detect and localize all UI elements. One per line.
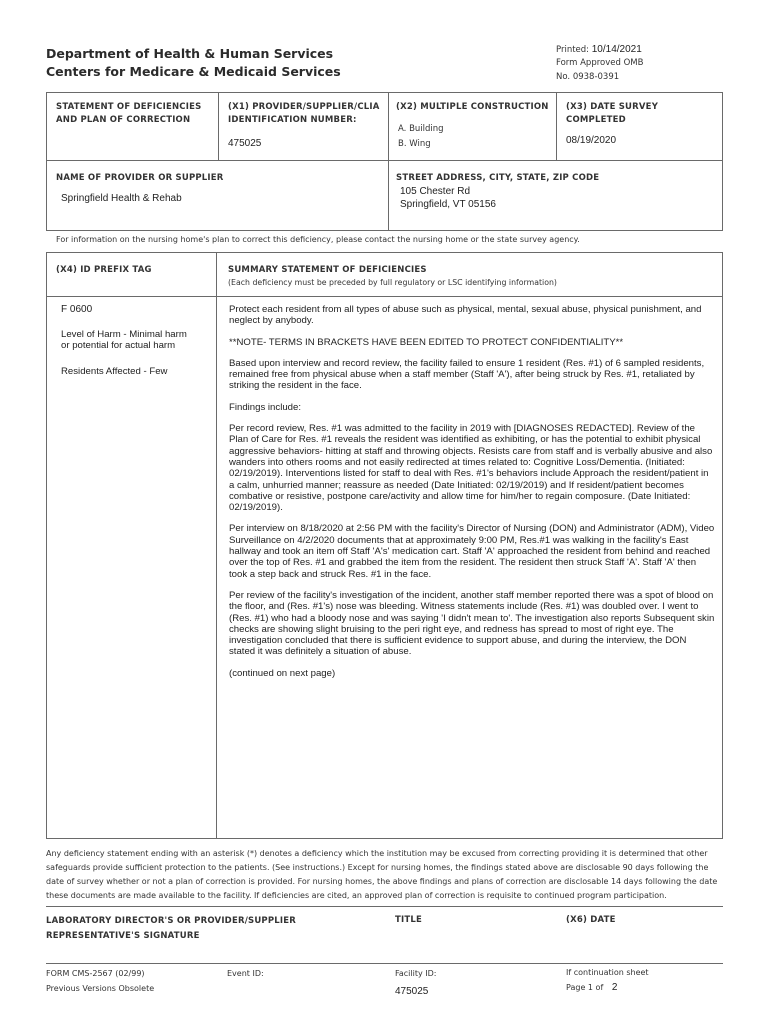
box-left-border	[46, 92, 47, 230]
previous-versions: Previous Versions Obsolete	[46, 984, 155, 993]
x1-value: 475025	[228, 138, 262, 149]
paragraph: Findings include:	[229, 401, 301, 413]
x3-value: 08/19/2020	[566, 135, 617, 146]
box-right-border	[722, 92, 723, 230]
department-title: Department of Health & Human Services	[46, 46, 334, 61]
paragraph: **NOTE- TERMS IN BRACKETS HAVE BEEN EDITED TO PROTECT CONFIDENTIALITY**	[229, 336, 624, 348]
harm-level: Level of Harm - Minimal harm or potential for actual harm	[61, 329, 187, 352]
summary-sublabel: (Each deficiency must be preceded by full regulatory or LSC identifying information)	[228, 278, 557, 287]
deficiency-text	[229, 304, 715, 689]
paragraph: Per interview on 8/18/2020 at 2:56 PM with the facility's Director of Nursing (DON) and Administrator (ADM), Video Surveillance on 4/2/2020 documents that at approximately 9:00 PM, Res.#1 was walking in the facility's East hallway and took an item off Staff 'A's' medication cart. Staff 'A' approached the resident from behind and reached over the top of Res. #1 and grabbed the item from the resident. The resident then struck Staff 'A'. Staff 'A' then took a step back and struck Res. #1 in the face.	[229, 523, 715, 580]
omb-number: No. 0938-0391	[556, 72, 620, 82]
table-header-bottom	[46, 296, 723, 297]
x1-label: (X1) PROVIDER/SUPPLIER/CLIA IDENTIFICATION NUMBER:	[228, 102, 380, 125]
page-total: 2	[611, 982, 618, 993]
x2-wing: B. Wing	[398, 139, 431, 149]
printed-date: 10/14/2021	[591, 44, 642, 55]
x4-label: (X4) ID PREFIX TAG	[56, 265, 152, 275]
x2-building: A. Building	[398, 124, 444, 134]
x3-label: (X3) DATE SURVEY COMPLETED	[566, 102, 659, 125]
paragraph: Protect each resident from all types of abuse such as physical, mental, sexual abuse, physical punishment, and neglect by anybody.	[229, 304, 702, 327]
continued-note: (continued on next page)	[229, 667, 336, 679]
statement-of-deficiencies-label: STATEMENT OF DEFICIENCIES AND PLAN OF CORRECTION	[56, 102, 202, 125]
paragraph: Per review of the facility's investigation of the incident, another staff member reported there was a spot of blood on the floor, and (Res. #1's) nose was bleeding. Witness statements include (Res. #1) was doubled over. I went to (Res. #1) who had a bloody nose and was saying 'I didn't mean to'. The investigation also reports Subsequent skin checks are showing slight bruising to the peri right eye, and redness has spread to most of right eye. The investigation concluded that there is sufficient evidence to support abuse, and during the interview, the DON stated it was definitely a situation of abuse.	[229, 589, 715, 658]
x2-label: (X2) MULTIPLE CONSTRUCTION	[396, 102, 549, 112]
table-bottom-border	[46, 838, 723, 839]
printed-label: Printed:	[556, 45, 590, 55]
provider-bottom-border	[46, 230, 723, 231]
tag-value: F 0600	[61, 304, 93, 315]
paragraph: Per record review, Res. #1 was admitted to the facility in 2019 with [DIAGNOSES REDACTED]. Review of the Plan of Care for Res. #1 reveals the resident was identified as exhibiting, or has the potential to exhibit physical aggressive behaviors- hitting at staff and throwing objects. Resists care from staff and is verbally abusive and also wanders into others rooms and not easily redirected at times related to: Cognitive Loss/Dementia. (Initiated: 02/19/2019). Interventions listed for staff to deal with Res. #1's behaviors include Approach the resident/patient in a calm, unhurried manner; reassure as needed (Date Initiated: 02/19/2019) and If resident/patient becomes combative or resistive, postpone care/activity and allow time for him/her to regain composure. (Date Initiated: 02/19/2019).	[229, 423, 713, 514]
director-signature-label: LABORATORY DIRECTOR'S OR PROVIDER/SUPPLIER REPRESENTATIVE'S SIGNATURE	[46, 916, 297, 941]
box1-divider-1	[218, 92, 219, 160]
centers-title: Centers for Medicare & Medicaid Services	[46, 64, 341, 79]
signature-top-border	[46, 906, 723, 907]
page-label: Page 1 of	[566, 983, 604, 992]
provider-name-value: Springfield Health & Rehab	[61, 193, 182, 204]
page-indicator	[566, 982, 617, 993]
summary-label: SUMMARY STATEMENT OF DEFICIENCIES	[228, 265, 427, 275]
continuation-sheet: If continuation sheet	[566, 968, 649, 977]
table-left-border	[46, 252, 47, 839]
info-bottom-border	[46, 252, 723, 253]
form-number: FORM CMS-2567 (02/99)	[46, 969, 145, 978]
footer-top-border	[46, 963, 723, 964]
table-right-border	[722, 252, 723, 839]
box-top-border	[46, 92, 723, 93]
form-approved: Form Approved OMB	[556, 58, 644, 68]
address-line2: Springfield, VT 05156	[400, 199, 496, 210]
address-label: STREET ADDRESS, CITY, STATE, ZIP CODE	[396, 173, 600, 183]
title-label: TITLE	[395, 915, 422, 925]
residents-affected: Residents Affected - Few	[61, 366, 168, 377]
facility-id-label: Facility ID:	[395, 969, 437, 978]
printed-line	[556, 44, 642, 55]
box1-bottom-border	[46, 160, 723, 161]
paragraph: Based upon interview and record review, the facility failed to ensure 1 resident (Res. #1) of 6 sampled residents, remained free from physical abuse when a staff member (Staff 'A'), after being struck by Res. #1, retaliated by striking the resident in the face.	[229, 357, 705, 392]
box1-divider-2	[388, 92, 389, 230]
provider-name-label: NAME OF PROVIDER OR SUPPLIER	[56, 173, 224, 183]
disclaimer: Any deficiency statement ending with an asterisk (*) denotes a deficiency which the institution may be excused from correcting providing it is determined that other safeguards provide sufficient protection to the patients. (See instructions.) Except for nursing homes, the findings stated above are disclosable 90 days following the date of survey whether or not a plan of correction is provided. For nursing homes, the above findings and plans of correction are disclosable 14 days following the date these documents are made available to the facility. If deficiencies are cited, an approved plan of correction is requisite to continued program participation.	[46, 849, 718, 900]
date-label: (X6) DATE	[566, 915, 616, 925]
address-line1: 105 Chester Rd	[400, 186, 471, 197]
event-id-label: Event ID:	[227, 969, 264, 978]
box1-divider-3	[556, 92, 557, 160]
info-line: For information on the nursing home's plan to correct this deficiency, please contact the nursing home or the state survey agency.	[56, 235, 580, 244]
table-divider	[216, 252, 217, 839]
facility-id-value: 475025	[395, 986, 429, 997]
